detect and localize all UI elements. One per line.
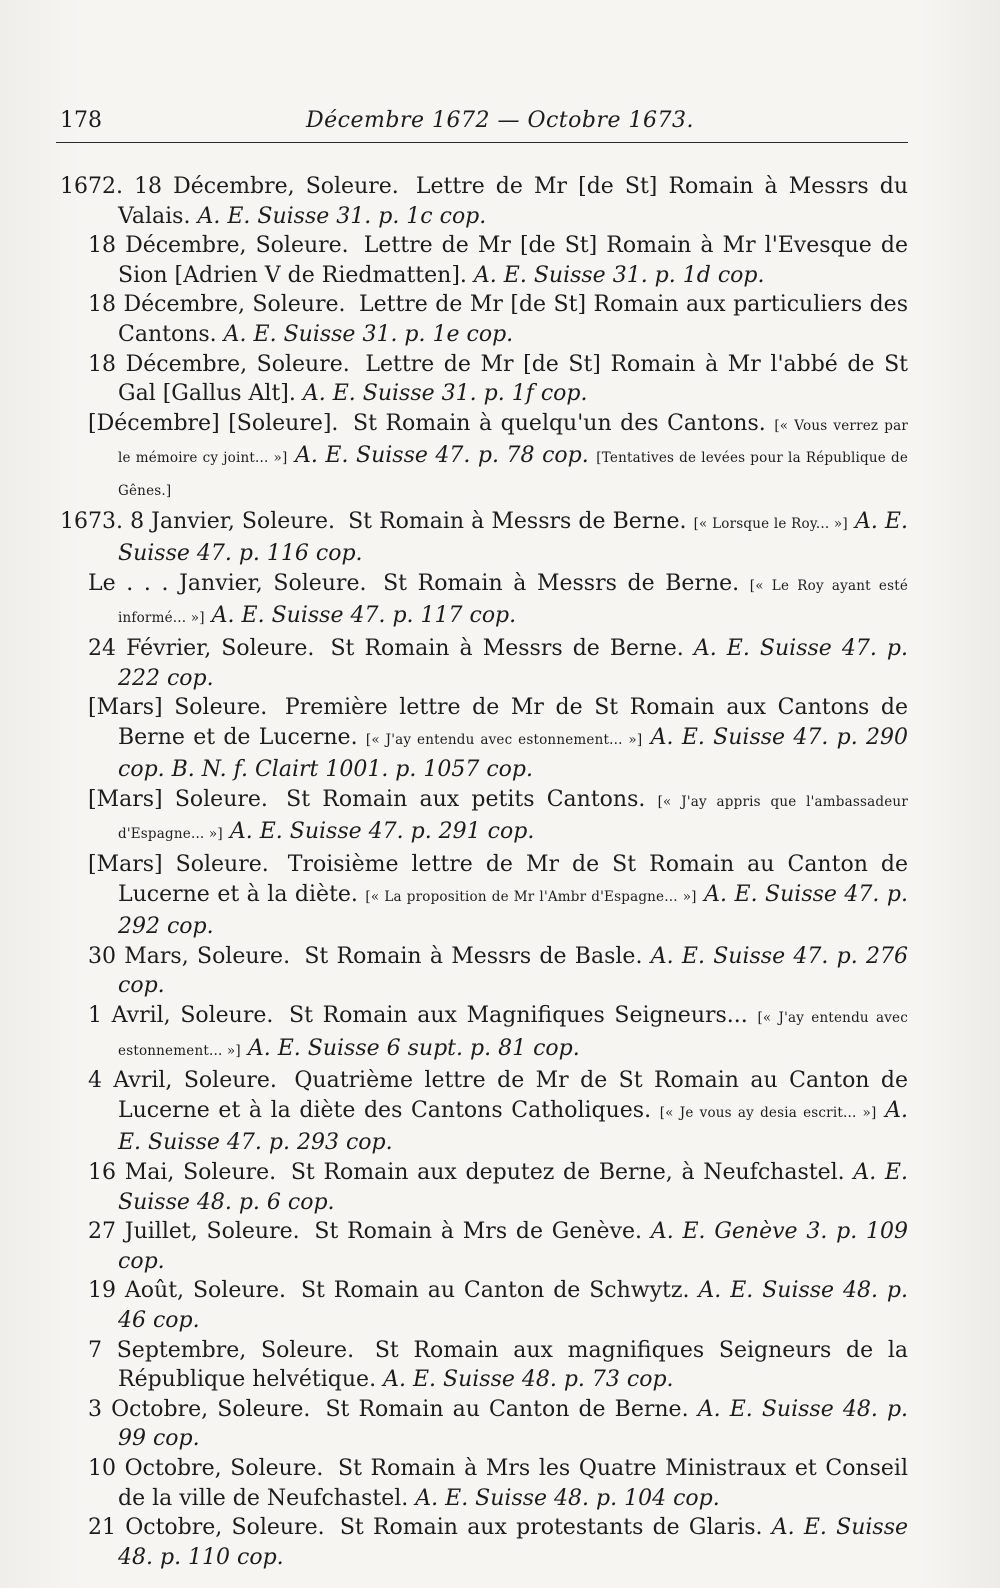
entry-text: Lettre de Mr [de St] Romain à Messrs du Valais. (118, 174, 909, 229)
page-header (56, 102, 910, 138)
entry-date: 18 Décembre, Soleure. (88, 292, 346, 318)
entry-date: 7 Septembre, Soleure. (88, 1337, 355, 1363)
list-item (88, 634, 908, 693)
entry-reference: A. E. Suisse 31. p. 1f cop. (302, 381, 588, 407)
entry-text: Première lettre de Mr de St Romain aux Cantons de Berne et de Lucerne. (118, 695, 908, 750)
list-item (88, 850, 908, 942)
entry-date: 4 Avril, Soleure. (88, 1068, 277, 1094)
entry-text: St Romain au Canton de Berne. (325, 1396, 689, 1422)
entry-reference: A. E. Suisse 47. p. 116 cop. (118, 508, 908, 567)
entry-reference: A. E. Suisse 47. p. 293 cop. (118, 1097, 908, 1156)
list-item (88, 1001, 908, 1066)
list-item (88, 569, 908, 634)
entry-reference: A. E. Suisse 47. p. 292 cop. (118, 881, 908, 940)
list-item (88, 1513, 908, 1572)
entry-text: Quatrième lettre de Mr de St Romain au Canton de Lucerne et à la diète des Cantons Catholiques. (118, 1068, 909, 1123)
entry-note: [Tentatives de levées pour la République de Gênes.] (118, 450, 909, 499)
entry-date: [Décembre] [Soleure]. (88, 410, 339, 436)
entry-incipit: [« Vous verrez par le mémoire cy joint... »] (118, 417, 909, 467)
entry-text: St Romain à Messrs de Berne. (348, 508, 687, 534)
entry-incipit: [« J'ay appris que l'ambassadeur d'Espagne... »] (118, 793, 908, 843)
entry-reference: A. E. Suisse 31. p. 1e cop. (223, 321, 514, 347)
list-item (88, 1336, 908, 1395)
list-item (88, 1158, 908, 1217)
entry-text: St Romain à quelqu'un des Cantons. (353, 410, 766, 436)
entry-date: 18 Décembre, Soleure. (88, 351, 350, 377)
entry-incipit: [« Je vous ay desia escrit... »] (659, 1104, 877, 1121)
entry-reference: A. E. Suisse 48. p. 46 cop. (118, 1278, 908, 1333)
list-item (60, 172, 908, 231)
entry-list (60, 172, 909, 1572)
entry-reference: A. E. Suisse 48. p. 99 cop. (118, 1396, 909, 1452)
entry-date: 21 Octobre, Soleure. (88, 1515, 325, 1541)
entry-date: [Mars] Soleure. (88, 695, 268, 721)
entry-date: 27 Juillet, Soleure. (88, 1219, 300, 1245)
list-item (88, 1454, 908, 1513)
list-item (88, 942, 908, 1001)
entry-reference: A. E. Suisse 47. p. 291 cop. (229, 819, 535, 845)
entry-text: St Romain à Mrs les Quatre Ministraux et Conseil de la ville de Neufchastel. (118, 1455, 908, 1511)
list-item (88, 409, 908, 507)
entry-text: St Romain aux protestants de Glaris. (339, 1515, 763, 1541)
list-item (60, 507, 908, 569)
entry-incipit: [« Lorsque le Roy... »] (693, 515, 848, 532)
entry-reference: A. E. Suisse 47. p. 222 cop. (118, 635, 908, 691)
entry-incipit: [« J'ay entendu avec estonnement... »] (118, 1010, 908, 1059)
entry-reference: A. E. Suisse 47. p. 117 cop. (211, 603, 517, 629)
entry-text: St Romain à Messrs de Berne. (383, 570, 740, 596)
entry-reference: A. E. Suisse 48. p. 73 cop. (383, 1367, 674, 1393)
entry-date: 1 Avril, Soleure. (88, 1003, 274, 1029)
entry-reference: A. E. Suisse 48. p. 6 cop. (118, 1160, 908, 1215)
entry-reference: A. E. Suisse 47. p. 276 cop. (118, 943, 908, 999)
list-item (88, 693, 908, 785)
entry-date: Le . . . Janvier, Soleure. (88, 570, 367, 596)
entry-text: St Romain aux magnifiques Seigneurs de la République helvétique. (118, 1337, 908, 1393)
entry-reference: A. E. Suisse 48. p. 110 cop. (118, 1515, 909, 1570)
list-item (88, 231, 908, 290)
entry-text: St Romain aux petits Cantons. (286, 786, 646, 812)
page-number: 178 (60, 108, 102, 133)
entry-reference: A. E. Suisse 31. p. 1c cop. (197, 203, 487, 229)
entry-incipit: [« La proposition de Mr l'Ambr d'Espagne... »] (365, 888, 697, 905)
entry-date: 24 Février, Soleure. (88, 635, 315, 661)
entry-date: [Mars] Soleure. (88, 852, 269, 878)
entry-date: [Mars] Soleure. (88, 786, 268, 812)
list-item (88, 1217, 908, 1276)
entry-text: Troisième lettre de Mr de St Romain au Canton de Lucerne et à la diète. (118, 852, 909, 907)
entry-reference: A. E. Suisse 48. p. 104 cop. (415, 1485, 720, 1511)
entry-text: St Romain à Messrs de Basle. (304, 943, 643, 969)
entry-text: St Romain aux deputez de Berne, à Neufchastel. (290, 1160, 845, 1185)
entry-date: 30 Mars, Soleure. (88, 943, 291, 969)
entry-date: 1672. 18 Décembre, Soleure. (60, 174, 399, 199)
entry-text: Lettre de Mr [de St] Romain aux particuliers des Cantons. (118, 292, 908, 347)
entry-reference: A. E. Suisse 47. p. 78 cop. (295, 443, 589, 469)
entry-date: 16 Mai, Soleure. (88, 1160, 277, 1185)
list-item (88, 785, 908, 850)
entry-text: St Romain à Messrs de Berne. (330, 635, 684, 661)
entry-date: 18 Décembre, Soleure. (88, 233, 349, 259)
running-title: Décembre 1672 — Octobre 1673. (306, 108, 694, 133)
entry-text: St Romain à Mrs de Genève. (314, 1219, 643, 1245)
header-rule (56, 142, 908, 143)
entry-reference: A. E. Suisse 31. p. 1d cop. (473, 262, 765, 288)
entry-date: 3 Octobre, Soleure. (88, 1396, 311, 1422)
entry-reference: A. E. Genève 3. p. 109 cop. (118, 1219, 908, 1274)
entry-date: 10 Octobre, Soleure. (88, 1455, 324, 1481)
entry-reference: A. E. Suisse 47. p. 290 cop. B. N. f. Clairt 1001. p. 1057 cop. (118, 724, 909, 783)
list-item (88, 350, 908, 409)
entry-incipit: [« Le Roy ayant esté informé... »] (118, 577, 909, 627)
list-item (88, 290, 908, 349)
entry-reference: A. E. Suisse 6 supt. p. 81 cop. (247, 1035, 580, 1061)
list-item (88, 1276, 908, 1335)
entry-text: St Romain au Canton de Schwytz. (300, 1278, 690, 1304)
list-item (88, 1066, 908, 1158)
entry-text: St Romain aux Magnifiques Seigneurs... (289, 1003, 748, 1029)
list-item (88, 1395, 908, 1454)
entry-incipit: [« J'ay entendu avec estonnement... »] (365, 731, 643, 748)
entry-date: 1673. 8 Janvier, Soleure. (60, 508, 335, 534)
entry-date: 19 Août, Soleure. (88, 1278, 287, 1304)
entry-text: Lettre de Mr [de St] Romain à Mr l'Evesque de Sion [Adrien V de Riedmatten]. (118, 233, 908, 288)
entry-text: Lettre de Mr [de St] Romain à Mr l'abbé de St Gal [Gallus Alt]. (118, 351, 909, 407)
